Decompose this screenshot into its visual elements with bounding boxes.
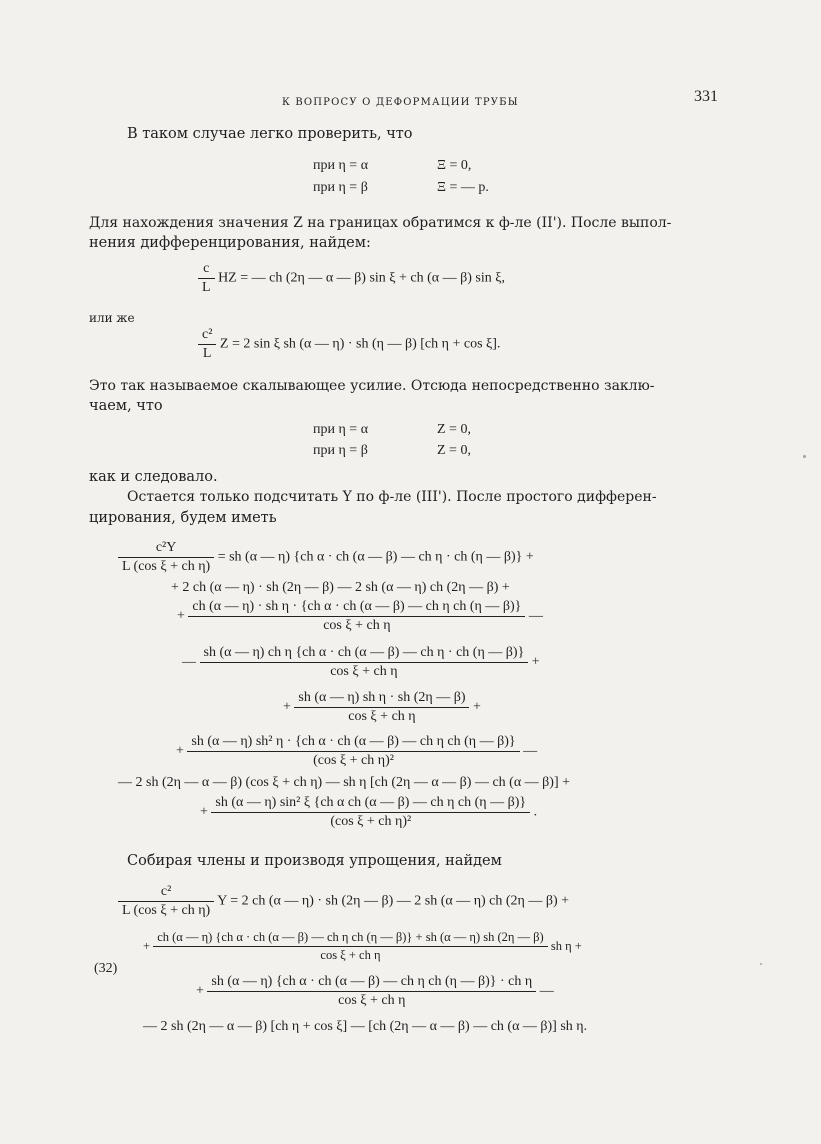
paragraph: Собирая члены и производя упрощения, найдем [127,853,502,869]
equation: Ξ = — p. [437,180,489,195]
paragraph: Остается только подсчитать Υ по ф-ле (III'). После простого дифферен- [127,489,657,505]
equation: Z = 0, [437,443,471,458]
equation: при η = β [313,443,368,458]
running-title: К ВОПРОСУ О ДЕФОРМАЦИИ ТРУБЫ [282,97,519,108]
paragraph: В таком случае легко проверить, что [127,126,413,142]
paragraph: чаем, что [89,398,163,414]
equation: + $\frac{\text{sh (α — η) sin² ξ \{ch α ch (α — β) — ch η ch (η — β)\}}}{\text{(cos ξ + ch η)²}}$ . [200,795,538,829]
paragraph: как и следовало. [89,469,218,485]
equation: Z = 0, [437,422,471,437]
equation: — $\frac{\text{sh (α — η) ch η \{ch α · ch (α — β) — ch η · ch (η — β)\}}}{\text{cos ξ + ch η}}$ + [182,645,540,679]
equation: $\frac{\text{c²}}{L}$ Z = 2 sin ξ sh (α — η) · sh (η — β) [ch η + cos ξ]. [198,327,500,362]
equation: + 2 ch (α — η) · sh (2η — β) — 2 sh (α — η) ch (2η — β) + [171,580,510,595]
equation: Ξ = 0, [437,158,472,173]
equation: при η = β [313,180,368,195]
equation: + $\frac{\text{sh (α — η) sh η · sh (2η — β)}}{\text{cos ξ + ch η}}$ + [283,690,481,724]
equation-number: (32) [94,961,118,976]
equation: при η = α [313,422,369,437]
page-number: 331 [694,88,718,105]
paragraph: Это так называемое скалывающее усилие. Отсюда непосредственно заклю- [89,378,655,394]
equation: — 2 sh (2η — α — β) [ch η + cos ξ] — [ch (2η — α — β) — ch (α — β)] sh η. [143,1019,588,1034]
paragraph: цирования, будем иметь [89,510,277,526]
paragraph: нения дифференцирования, найдем: [89,235,371,251]
scan-speck [760,963,762,965]
equation: + ch (α — η) {ch α · ch (α — β) — ch η ch (η — β)} + sh (α — η) sh (2η — β) cos ξ + ch η sh η + [143,930,582,962]
paragraph: или же [89,311,135,325]
equation: + $\frac{\text{sh (α — η) \{ch α · ch (α — β) — ch η ch (η — β)\} · ch η}}{\text{cos ξ + ch η}}$ — [196,974,554,1008]
paragraph: Для нахождения значения Z на границах обратимся к ф-ле (II'). После выпол- [89,215,672,231]
equation: + $\frac{\text{ch (α — η) · sh η · \{ch α · ch (α — β) — ch η ch (η — β)\}}}{\text{cos ξ + ch η}}$ — [177,599,543,633]
equation: $\frac{c}{L}$ HZ = — ch (2η — α — β) sin ξ + ch (α — β) sin ξ, [198,261,505,296]
scan-speck [803,455,806,458]
equation: + $\frac{\text{sh (α — η) sh² η · \{ch α · ch (α — β) — ch η ch (η — β)\}}}{\text{(cos ξ + ch η)²}}$ — [176,734,538,768]
equation: $\frac{\text{c²}}{\text{L (cos ξ + ch η)}}$ Υ = 2 ch (α — η) · sh (2η — β) — 2 sh (α — η) ch (2η — β) + [118,884,569,919]
equation: при η = α [313,158,369,173]
equation: — 2 sh (2η — α — β) (cos ξ + ch η) — sh η [ch (2η — α — β) — ch (α — β)] + [118,775,571,790]
equation: $\frac{\text{c²Υ}}{\text{L (cos ξ + ch η)}}$ = sh (α — η) {ch α · ch (α — β) — ch η · ch (η — β)} + [118,540,534,575]
